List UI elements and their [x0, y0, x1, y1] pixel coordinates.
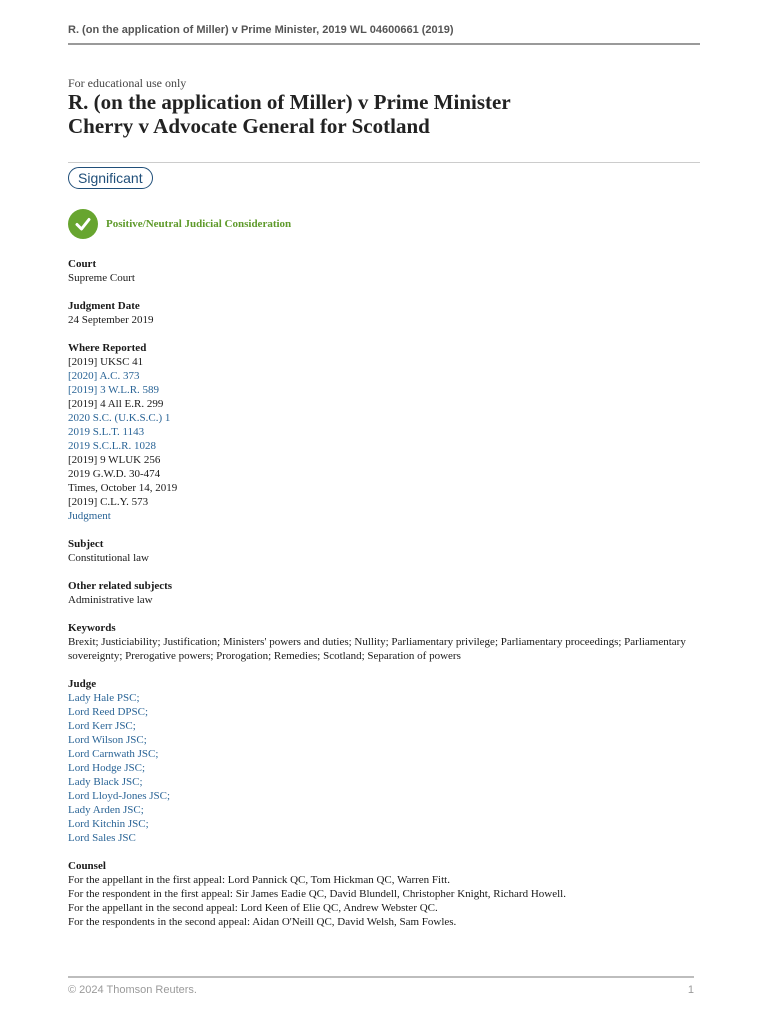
report-citation: [2019] C.L.Y. 573	[68, 496, 149, 508]
report-citation: [2019] 9 WLUK 256	[68, 454, 161, 466]
counsel-line: For the respondents in the second appeal: Aidan O'Neill QC, David Welsh, Sam Fowles.	[68, 916, 457, 928]
treatment-label: Positive/Neutral Judicial Consideration	[106, 218, 292, 230]
treatment-flag	[68, 209, 700, 239]
judgment-date-value: 24 September 2019	[68, 314, 154, 326]
where-reported-section	[68, 341, 700, 523]
court-value: Supreme Court	[68, 272, 135, 284]
where-reported-list	[68, 355, 700, 523]
judge-link[interactable]: Lord Reed DPSC;	[68, 706, 149, 718]
judge-section	[68, 677, 700, 845]
counsel-list	[68, 873, 700, 929]
court-section	[68, 257, 700, 285]
counsel-line: For the appellant in the first appeal: Lord Pannick QC, Tom Hickman QC, Warren Fitt.	[68, 874, 450, 886]
other-subjects-value: Administrative law	[68, 594, 153, 606]
title-divider	[68, 162, 700, 163]
document-title	[68, 90, 700, 138]
subject-section	[68, 537, 700, 565]
court-label: Court	[68, 258, 97, 270]
counsel-label: Counsel	[68, 860, 106, 872]
subject-value: Constitutional law	[68, 552, 149, 564]
judge-link[interactable]: Lord Kerr JSC;	[68, 720, 136, 732]
educational-notice: For educational use only	[68, 76, 187, 90]
subject-label: Subject	[68, 538, 104, 550]
report-citation[interactable]: [2020] A.C. 373	[68, 370, 140, 382]
page-number: 1	[687, 984, 694, 996]
where-reported-label: Where Reported	[68, 342, 147, 354]
keywords-section	[68, 621, 700, 663]
other-subjects-label: Other related subjects	[68, 580, 173, 592]
keywords-value: Brexit; Justiciability; Justification; Ministers' powers and duties; Nullity; Parliamentary privilege; Parliamentary proceedings; Parliamentary sovereignty; Prerogative powers; Prorogation; Remedies; Scotland; Separation of powers	[68, 636, 686, 662]
significant-badge: Significant	[68, 167, 153, 189]
running-header: R. (on the application of Miller) v Prime Minister, 2019 WL 04600661 (2019)	[68, 24, 700, 45]
judge-link[interactable]: Lady Hale PSC;	[68, 692, 140, 704]
judge-link[interactable]: Lord Hodge JSC;	[68, 762, 145, 774]
title-line-1: R. (on the application of Miller) v Prime Minister	[68, 90, 511, 114]
checkmark-icon	[68, 209, 98, 239]
report-citation: [2019] UKSC 41	[68, 356, 144, 368]
judgment-date-label: Judgment Date	[68, 300, 140, 312]
judge-link[interactable]: Lord Kitchin JSC;	[68, 818, 149, 830]
judge-link[interactable]: Lord Sales JSC	[68, 832, 136, 844]
document-body	[68, 76, 700, 929]
title-line-2: Cherry v Advocate General for Scotland	[68, 114, 430, 138]
report-citation[interactable]: [2019] 3 W.L.R. 589	[68, 384, 160, 396]
other-subjects-section	[68, 579, 700, 607]
report-citation[interactable]: Judgment	[68, 510, 111, 522]
judge-link[interactable]: Lady Arden JSC;	[68, 804, 144, 816]
keywords-label: Keywords	[68, 622, 116, 634]
judge-label: Judge	[68, 678, 97, 690]
report-citation: [2019] 4 All E.R. 299	[68, 398, 164, 410]
judge-link[interactable]: Lord Lloyd-Jones JSC;	[68, 790, 171, 802]
judge-link[interactable]: Lord Carnwath JSC;	[68, 748, 159, 760]
copyright-text: © 2024 Thomson Reuters.	[68, 984, 197, 996]
judgment-date-section	[68, 299, 700, 327]
report-citation: 2019 G.W.D. 30-474	[68, 468, 161, 480]
counsel-section	[68, 859, 700, 929]
counsel-line: For the respondent in the first appeal: Sir James Eadie QC, David Blundell, Christopher Knight, Richard Howell.	[68, 888, 566, 900]
judge-link[interactable]: Lord Wilson JSC;	[68, 734, 147, 746]
page-footer	[68, 976, 694, 996]
report-citation[interactable]: 2019 S.C.L.R. 1028	[68, 440, 157, 452]
report-citation[interactable]: 2019 S.L.T. 1143	[68, 426, 145, 438]
report-citation: Times, October 14, 2019	[68, 482, 178, 494]
judge-link[interactable]: Lady Black JSC;	[68, 776, 143, 788]
judge-list	[68, 691, 700, 845]
counsel-line: For the appellant in the second appeal: Lord Keen of Elie QC, Andrew Webster QC.	[68, 902, 438, 914]
report-citation[interactable]: 2020 S.C. (U.K.S.C.) 1	[68, 412, 171, 424]
